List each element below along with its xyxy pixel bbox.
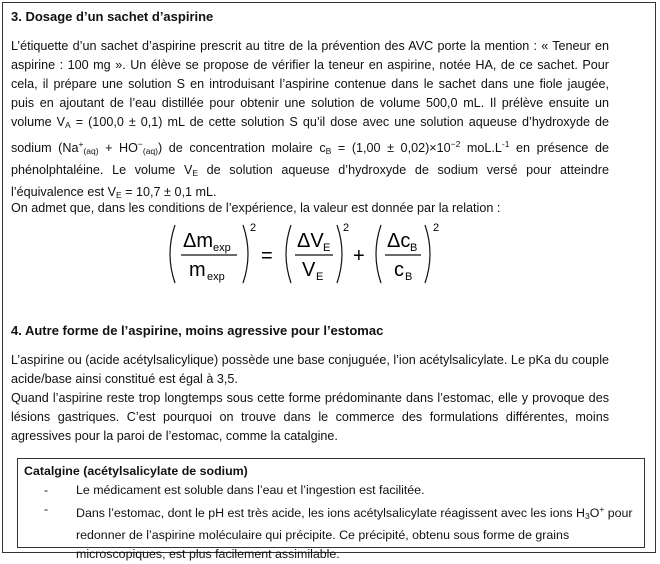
term2-numerator: ΔV (297, 230, 324, 252)
relation-intro: On admet que, dans les conditions de l’expérience, la valeur est donnée par la relation : (11, 201, 501, 215)
term1-denominator: m (189, 259, 206, 281)
section-4-paragraph (11, 351, 609, 446)
uncertainty-formula (163, 221, 463, 287)
term2-numerator-sub: E (323, 242, 331, 254)
catalgine-info-box (17, 458, 645, 561)
term2-denominator-sub: E (316, 271, 324, 283)
box-title: Catalgine (acétylsalicylate de sodium) (24, 464, 248, 478)
term3-denominator: c (394, 259, 404, 281)
list-item: - Le médicament est soluble dans l’eau et l’ingestion est facilitée. (44, 483, 425, 497)
right-paren-2 (337, 225, 342, 283)
right-paren-3 (425, 225, 430, 283)
term2-denominator: V (302, 259, 316, 281)
term2-exponent: 2 (343, 222, 350, 234)
exercise-page (2, 2, 656, 561)
term3-numerator: Δc (387, 230, 411, 252)
formula-svg (163, 221, 463, 287)
left-paren-3 (376, 225, 381, 283)
section-4-title: 4. Autre forme de l’aspirine, moins agressive pour l’estomac (11, 323, 384, 338)
term1-denominator-sub: exp (207, 271, 225, 283)
estomac-text: Quand l’aspirine reste trop longtemps sous cette forme prédominante dans l’estomac, elle y provoque des lésions gastriques. C’est pourquoi on trouve dans le commerce des formulations différentes, moins agressives pour la paroi de l’estomac, comme la catalgine. (11, 391, 609, 443)
term1-exponent: 2 (250, 222, 257, 234)
left-paren-1 (170, 225, 175, 283)
term3-exponent: 2 (433, 222, 440, 234)
dosage-description: L’étiquette d’un sachet d’aspirine prescrit au titre de la prévention des AVC porte la mention : « Teneur en aspirine : 100 mg ». Un élève se propose de vérifier la teneur en aspirine, notée HA, de ce sachet. Pour cela, il prépare une solution S en introduisant l’aspirine contenue dans le sachet dans une fiole jaugée, puis en ajoutant de l’eau distillée pour obtenir une solution de volume 500,0 mL. Il prélève ensuite un volume $V_A = (100,0 \pm 0,1)$ mL de cette solution S qu’il dose avec une solution aqueuse d’hydroxyde de sodium $(Na^+_{(aq)} + HO^-_{(aq)})$ de concentration molaire $c_B = (1,00 \pm 0,02)\times 10^{-2}$ $moL.L^{-1}$ en présence de phénolphtaléine. Le volume $V_E$ de solution aqueuse d’hydroxyde de sodium versé pour atteindre l’équivalence est $V_E = 10,7 \pm 0,1$ mL. (11, 39, 609, 200)
left-paren-2 (286, 225, 291, 283)
section-3-title: 3. Dosage d’un sachet d’aspirine (11, 9, 214, 24)
term3-numerator-sub: B (410, 242, 418, 254)
section-3-paragraph (11, 37, 609, 205)
term3-denominator-sub: B (405, 271, 413, 283)
list-item: - Dans l’estomac, dont le pH est très acide, les ions acétylsalicylate réagissent avec les ions $H_3O^+$ pour redonner de l’aspirine moléculaire qui précipite. Ce précipité, obtenu sous forme de grains microscopiques, est plus facilement assimilable. (44, 502, 633, 561)
term1-numerator: Δm (183, 230, 214, 252)
aspirine-base-text: L’aspirine ou (acide acétylsalicylique) possède une base conjuguée, l’ion acétylsalicylate. Le pKa du couple acide/base ainsi constitué est égal à 3,5. (11, 353, 609, 386)
box-list (24, 481, 638, 564)
plus-sign: + (353, 245, 365, 267)
right-paren-1 (243, 225, 248, 283)
equals-sign: = (261, 245, 273, 267)
term1-numerator-sub: exp (213, 242, 231, 254)
